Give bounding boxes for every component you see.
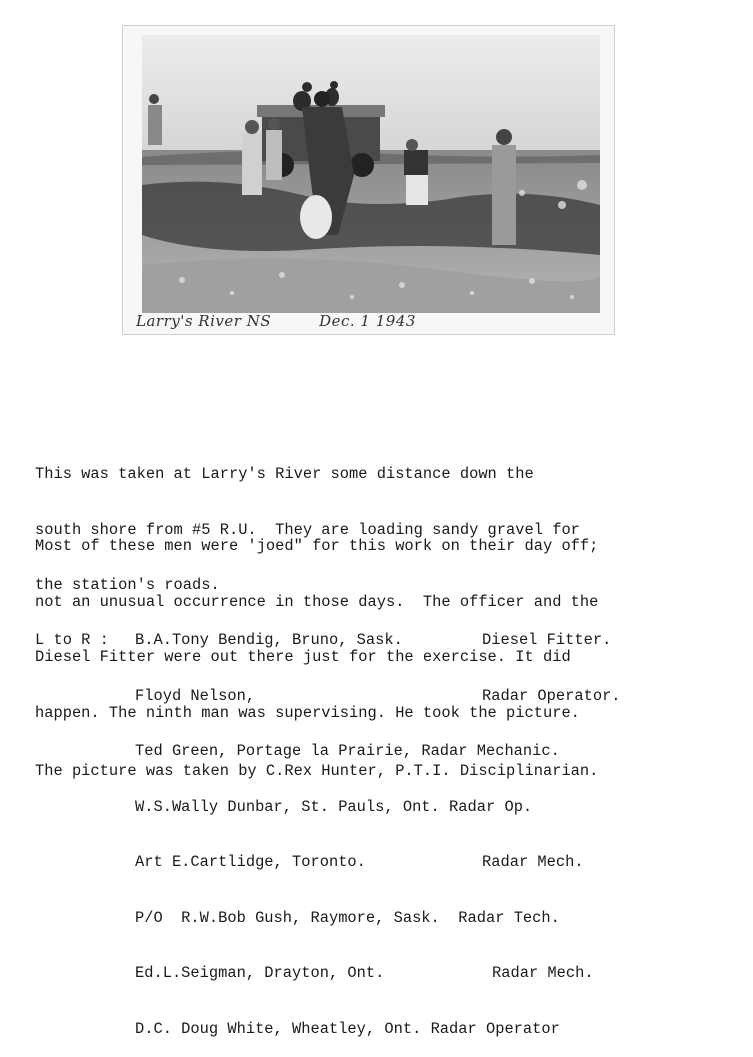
photo-print [122,25,615,335]
text-line: south shore from #5 R.U. They are loading sandy gravel for [35,520,580,539]
text-line: This was taken at Larry's River some distance down the [35,465,534,483]
person-role: Radar Mech. [492,964,594,982]
person-role: Radar Operator. [482,686,621,705]
person-row [35,631,621,650]
person-role: Radar Op. [449,797,533,816]
person-name: W.S.Wally Dunbar, St. Pauls, Ont. [135,797,440,816]
text-line: Diesel Fitter were out there just for the exercise. It did [35,648,571,666]
caption-date: Dec. 1 1943 [319,312,416,330]
list-prefix: L to R : [35,631,109,649]
person-name: Ed.L.Seigman, Drayton, Ont. [135,964,385,982]
caption-place: Larry's River NS [136,312,272,330]
person-role: Radar Operator [430,1019,560,1038]
person-name: D.C. Doug White, Wheatley, Ont. [135,1019,422,1038]
person-name: B.A.Tony Bendig, Bruno, Sask. [135,631,403,649]
person-row [35,853,621,872]
text-line: Most of these men were 'joed" for this work on their day off; [35,537,599,555]
person-row [35,687,621,706]
person-role: Radar Mechanic. [421,742,560,760]
person-row [35,742,621,761]
person-name: Art E.Cartlidge, Toronto. [135,853,366,871]
text-line: the station's roads. [35,576,220,594]
person-name: Floyd Nelson, [135,686,256,705]
person-row [35,964,621,983]
text-line: happen. The ninth man was supervising. He took the picture. [35,703,580,722]
person-role: Radar Tech. [458,908,560,927]
person-role: Diesel Fitter. [482,631,612,649]
person-role: Radar Mech. [482,853,584,871]
person-row [35,798,621,817]
people-list [35,594,621,1057]
photo-caption [136,312,416,330]
photo-illustration [142,35,600,313]
person-row [35,1020,621,1039]
paragraph-credit: The picture was taken by C.Rex Hunter, P.T.I. Disciplinarian. [35,762,599,780]
text-line: not an unusual occurrence in those days. The officer and the [35,592,599,611]
person-row [35,909,621,928]
historic-photo [142,35,600,313]
person-name: P/O R.W.Bob Gush, Raymore, Sask. [135,908,440,927]
person-name: Ted Green, Portage la Prairie, [135,742,413,760]
